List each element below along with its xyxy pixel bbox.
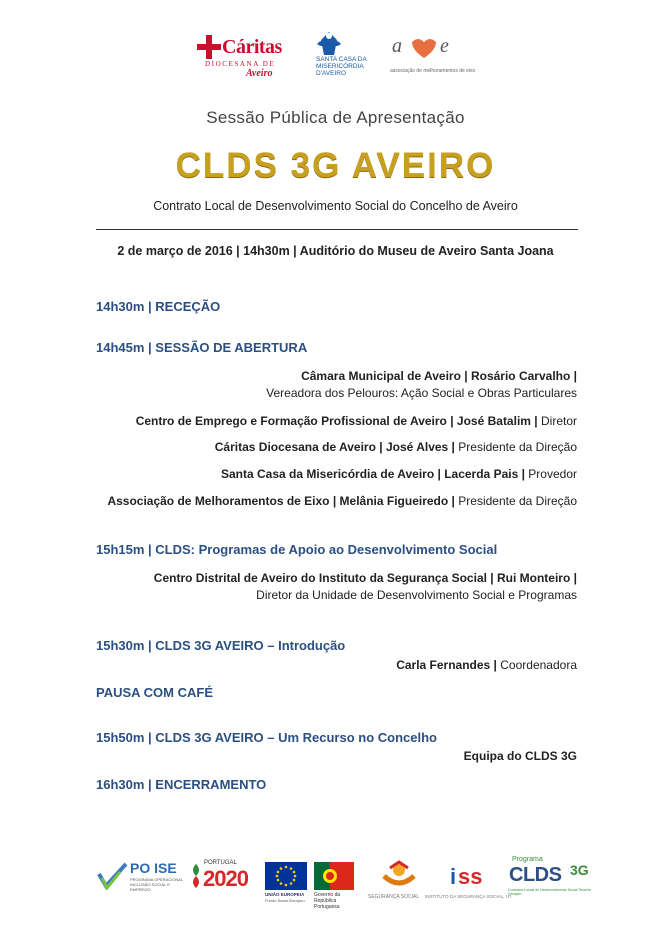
speaker-equipa: [464, 748, 577, 765]
speaker-name: Santa Casa da Misericórdia de Aveiro | Lacerda Pais |: [220, 467, 525, 481]
portugal-2020-mark-icon: [188, 862, 204, 890]
poise-subtitle: PROGRAMA OPERACIONAL INCLUSÃO SOCIAL E EMPREGO: [130, 877, 183, 892]
subtitle: Contrato Local de Desenvolvimento Social do Concelho de Aveiro: [153, 199, 518, 213]
speaker-role: Diretor: [540, 414, 577, 428]
speaker-role: Presidente da Direção: [458, 494, 577, 508]
speaker-name: Centro de Emprego e Formação Profissional de Aveiro | José Batalim |: [135, 414, 538, 428]
speaker-name: Associação de Melhoramentos de Eixo | Melânia Figueiredo |: [107, 494, 455, 508]
government-label: Governo da República Portuguesa: [314, 892, 341, 910]
speaker-santa-casa: [221, 466, 577, 483]
portugal-2020-label: 2020: [203, 866, 248, 891]
event-dateline: 2 de março de 2016 | 14h30m | Auditório do Museu de Aveiro Santa Joana: [117, 244, 554, 258]
svg-text:ss: ss: [458, 864, 482, 889]
program-heading-rececao: 14h30m | RECEÇÃO: [96, 299, 221, 314]
clds-subtitle: Contratos Locais de Desenvolvimento Social Terceira Geração: [508, 888, 591, 896]
divider: [96, 229, 578, 230]
svg-text:i: i: [450, 864, 457, 889]
speaker-ame: [107, 493, 577, 510]
speaker-role: Diretor da Unidade de Desenvolvimento Social e Programas: [256, 588, 577, 602]
program-heading-introducao: 15h30m | CLDS 3G AVEIRO – Introdução: [96, 638, 346, 653]
svg-text:e: e: [440, 35, 449, 57]
speaker-role: Provedor: [528, 467, 577, 481]
speaker-name: Centro Distrital de Aveiro do Instituto da Segurança Social | Rui Monteiro |: [153, 571, 577, 585]
eu-flag-icon: [265, 862, 307, 890]
speaker-name: Equipa do CLDS 3G: [463, 749, 577, 763]
caritas-logo-line1: DIOCESANA DE: [205, 60, 276, 68]
clds-logo-label: CLDS: [509, 864, 562, 886]
eu-label: UNIÃO EUROPEIA: [265, 892, 305, 897]
speaker-name: Câmara Municipal de Aveiro | Rosário Carvalho |: [301, 369, 577, 383]
program-heading-clds-programas: 15h15m | CLDS: Programas de Apoio ao Desenvolvimento Social: [96, 542, 498, 557]
speaker-coordenadora: [396, 657, 577, 674]
caritas-cross-icon: [196, 34, 222, 60]
santa-casa-logo-icon: [314, 30, 344, 56]
program-heading-recurso: 15h50m | CLDS 3G AVEIRO – Um Recurso no Concelho: [96, 730, 437, 745]
speaker-camara: [266, 368, 577, 402]
svg-text:a: a: [392, 35, 402, 57]
clds-program-label: Programa: [512, 856, 543, 863]
speaker-caritas: [215, 439, 577, 456]
pre-title: Sessão Pública de Apresentação: [206, 108, 465, 127]
caritas-logo-name: Cáritas: [222, 36, 282, 58]
program-heading-encerramento: 16h30m | ENCERRAMENTO: [96, 777, 267, 792]
speaker-iss: [154, 570, 577, 604]
program-heading-pausa: PAUSA COM CAFÉ: [96, 685, 213, 700]
ame-logo-text: associação de melhoramentos de eixo: [390, 68, 476, 74]
santa-casa-logo-text: SANTA CASA DA MISERICÓRDIA D'AVEIRO: [316, 56, 367, 77]
seguranca-social-icon: [378, 860, 420, 890]
speaker-role: Vereadora dos Pelouros: Ação Social e Obras Particulares: [266, 386, 577, 400]
ame-logo-icon: [390, 34, 474, 60]
speaker-iefp: [136, 413, 577, 430]
speaker-role: Coordenadora: [500, 658, 577, 672]
caritas-logo-line2: Aveiro: [246, 68, 273, 79]
program-heading-abertura: 14h45m | SESSÃO DE ABERTURA: [96, 340, 308, 355]
iss-logo-icon: [448, 858, 482, 890]
iss-label: INSTITUTO DA SEGURANÇA SOCIAL, I.P.: [425, 894, 512, 899]
speaker-role: Presidente da Direção: [458, 440, 577, 454]
seguranca-social-label: SEGURANÇA SOCIAL: [368, 894, 420, 900]
speaker-name: Cáritas Diocesana de Aveiro | José Alves |: [214, 440, 455, 454]
partner-logos-top: [0, 26, 671, 86]
poise-title: PO ISE: [130, 860, 177, 876]
portugal-flag-icon: [314, 862, 354, 890]
portugal-label: PORTUGAL: [204, 860, 237, 866]
funding-logos-bottom: [0, 856, 671, 910]
clds-3g-label: 3G: [570, 862, 589, 878]
poise-check-icon: [96, 860, 130, 894]
eu-fund-label: Fundo Social Europeu: [265, 898, 305, 903]
speaker-name: Carla Fernandes |: [396, 658, 497, 672]
page-title: CLDS 3G AVEIRO: [175, 146, 496, 185]
